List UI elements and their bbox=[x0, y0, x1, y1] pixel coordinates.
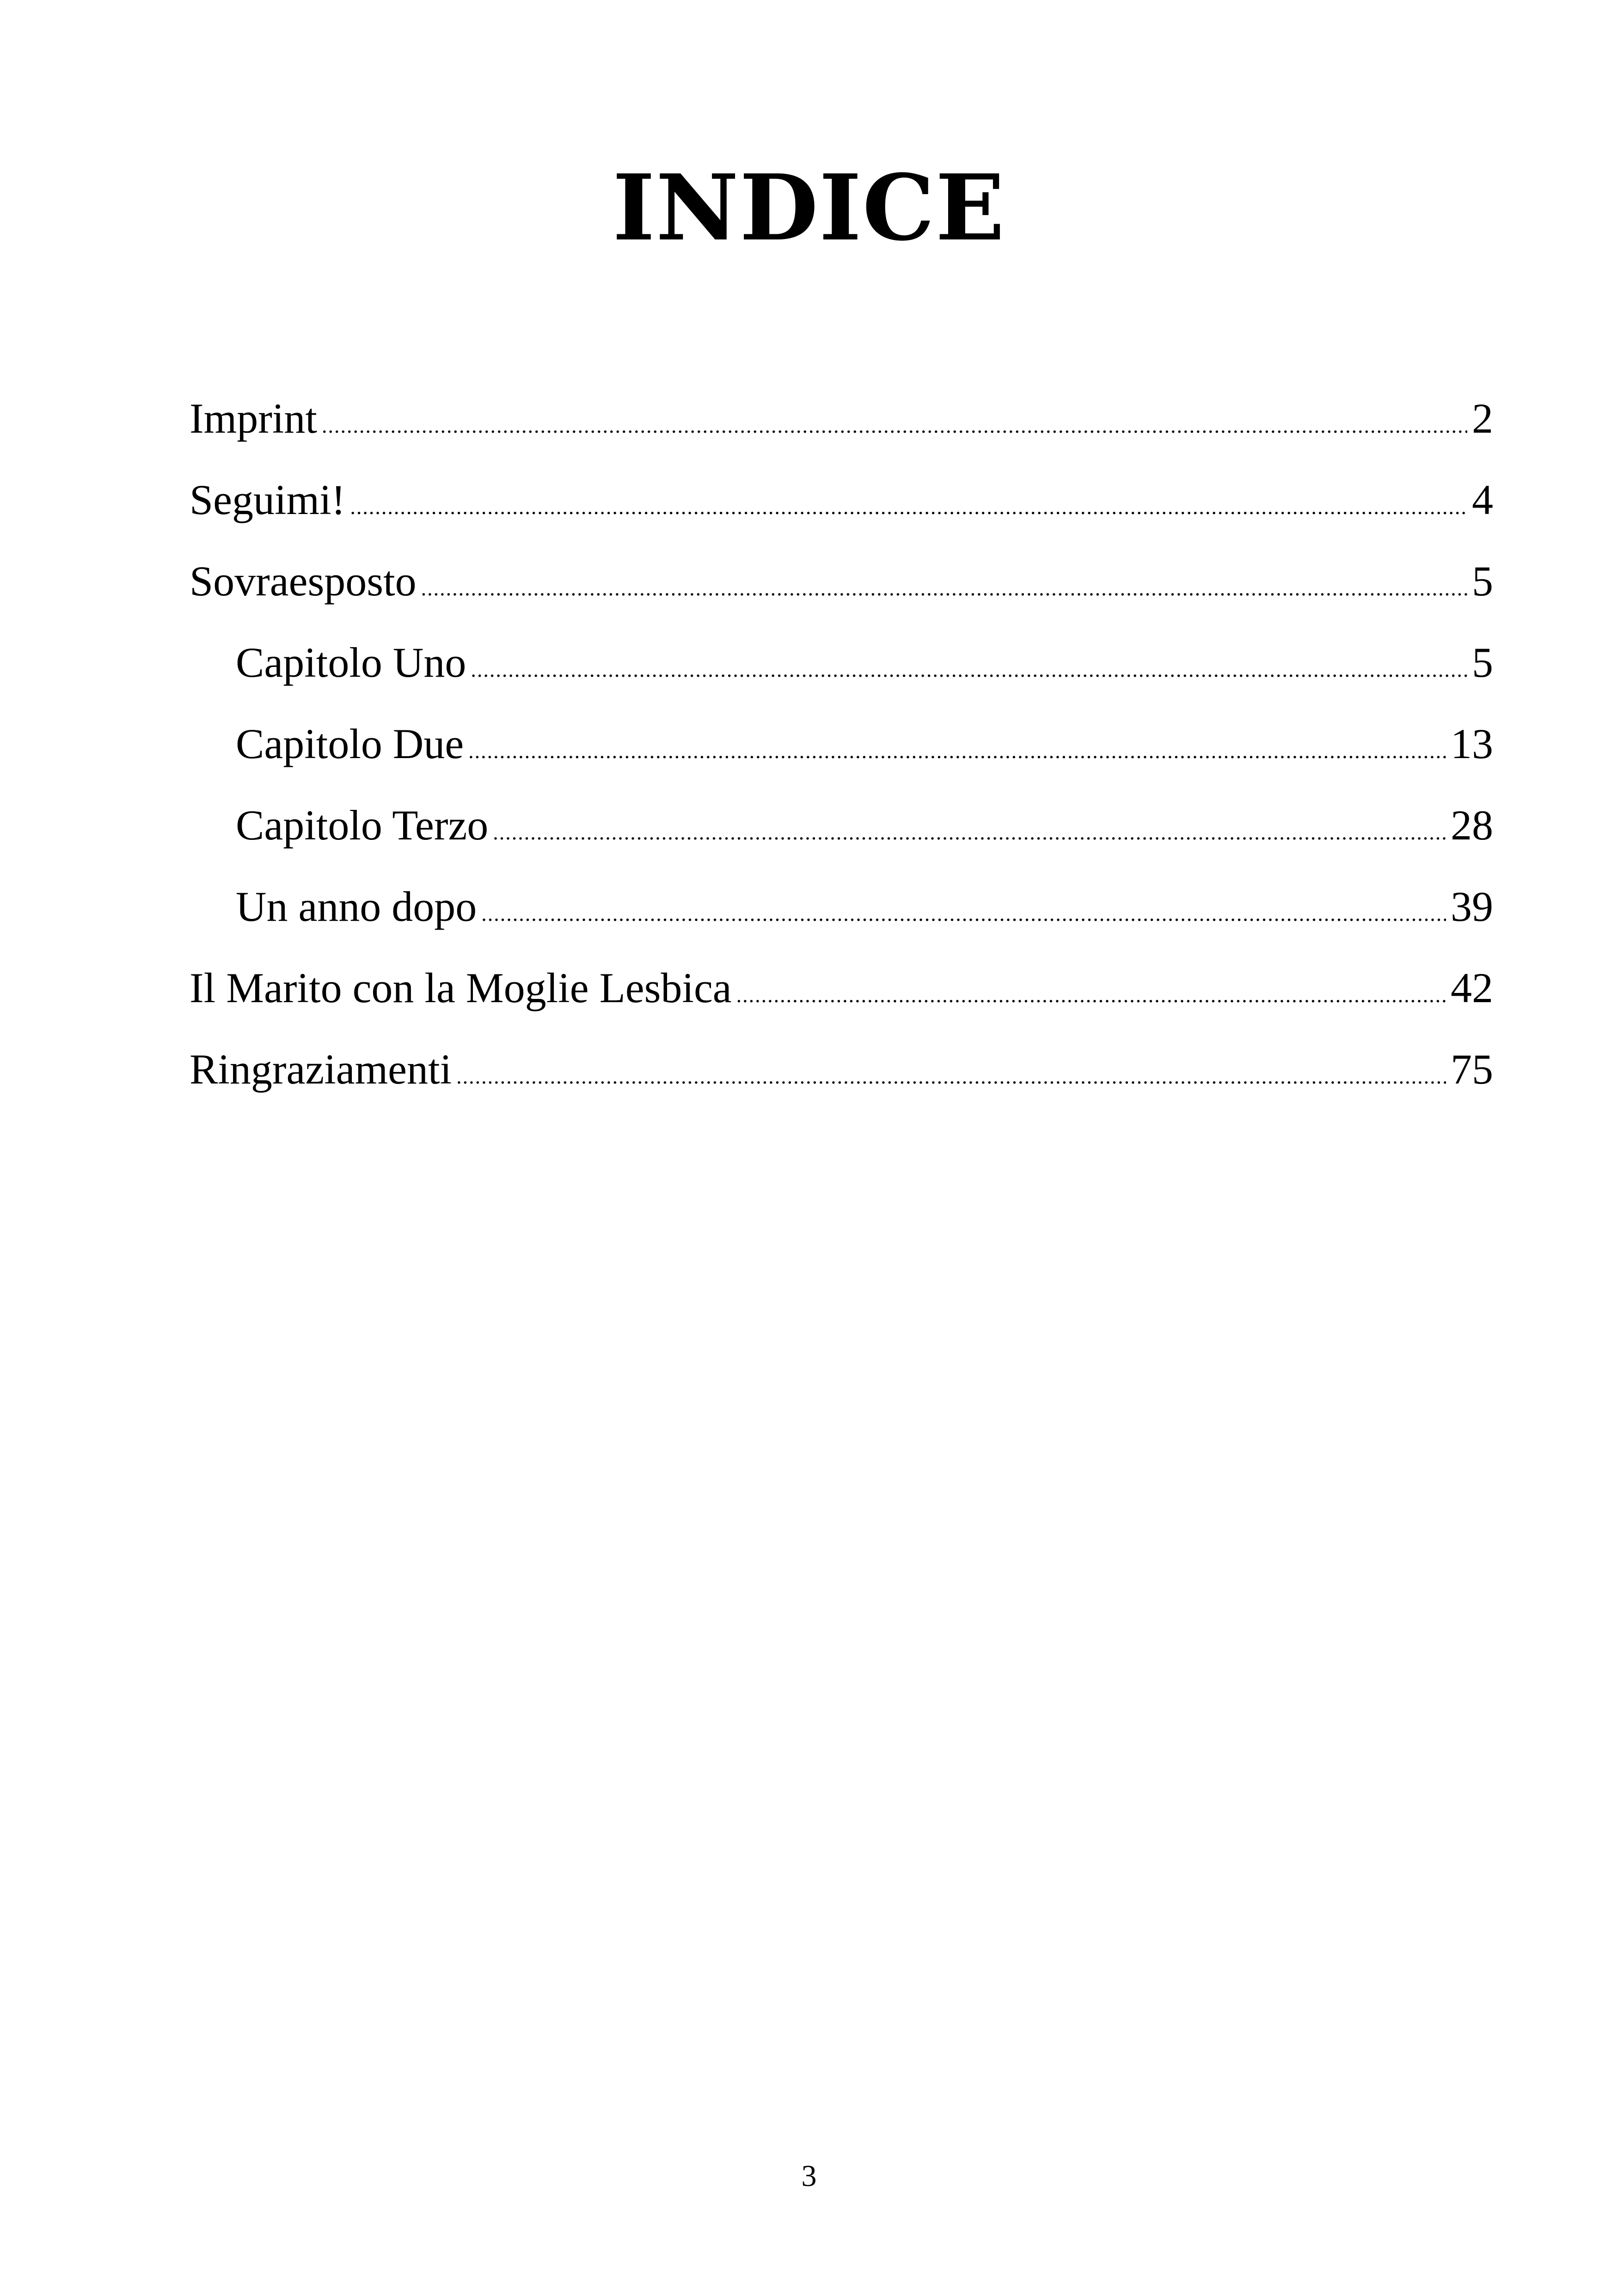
toc-entry-label: Capitolo Due bbox=[236, 720, 464, 767]
toc-entry-page-number: 42 bbox=[1451, 964, 1493, 1011]
toc-entry-label: Imprint bbox=[190, 395, 317, 442]
toc-entry-capitolo-due[interactable] bbox=[190, 711, 1493, 793]
dot-leader bbox=[736, 963, 1446, 1028]
dot-leader bbox=[350, 475, 1467, 539]
toc-entry-label: Sovraesposto bbox=[190, 557, 417, 605]
toc-entry-label: Capitolo Uno bbox=[236, 639, 466, 686]
toc-entry-page-number: 39 bbox=[1451, 883, 1493, 930]
toc-entry-label: Ringraziamenti bbox=[190, 1046, 452, 1093]
dot-leader bbox=[421, 556, 1467, 621]
toc-entry-page-number: 2 bbox=[1472, 395, 1493, 442]
dot-leader bbox=[468, 719, 1446, 784]
toc-entry-label: Capitolo Terzo bbox=[236, 802, 489, 849]
toc-entry-un-anno-dopo[interactable] bbox=[190, 874, 1493, 955]
toc-entry-label: Il Marito con la Moglie Lesbica bbox=[190, 964, 732, 1011]
toc-entry-sovraesposto[interactable] bbox=[190, 549, 1493, 630]
dot-leader bbox=[481, 882, 1446, 946]
page-title: INDICE bbox=[613, 155, 1005, 261]
toc-entry-capitolo-terzo[interactable] bbox=[190, 793, 1493, 874]
toc-entry-il-marito[interactable] bbox=[190, 955, 1493, 1037]
toc-entry-page-number: 4 bbox=[1472, 476, 1493, 523]
dot-leader bbox=[471, 637, 1467, 702]
toc-entry-page-number: 5 bbox=[1472, 639, 1493, 686]
toc-entry-page-number: 28 bbox=[1451, 802, 1493, 849]
dot-leader bbox=[493, 800, 1446, 865]
toc-entry-seguimi[interactable] bbox=[190, 467, 1493, 549]
dot-leader bbox=[322, 393, 1467, 458]
toc-entry-page-number: 13 bbox=[1451, 720, 1493, 767]
page-number: 3 bbox=[801, 2159, 817, 2193]
dot-leader bbox=[456, 1044, 1446, 1109]
table-of-contents bbox=[190, 386, 1493, 1118]
toc-entry-capitolo-uno[interactable] bbox=[190, 630, 1493, 711]
toc-entry-ringraziamenti[interactable] bbox=[190, 1037, 1493, 1118]
toc-entry-label: Un anno dopo bbox=[236, 883, 477, 930]
toc-entry-label: Seguimi! bbox=[190, 476, 346, 523]
toc-entry-page-number: 75 bbox=[1451, 1046, 1493, 1093]
toc-entry-imprint[interactable] bbox=[190, 386, 1493, 467]
toc-entry-page-number: 5 bbox=[1472, 557, 1493, 605]
